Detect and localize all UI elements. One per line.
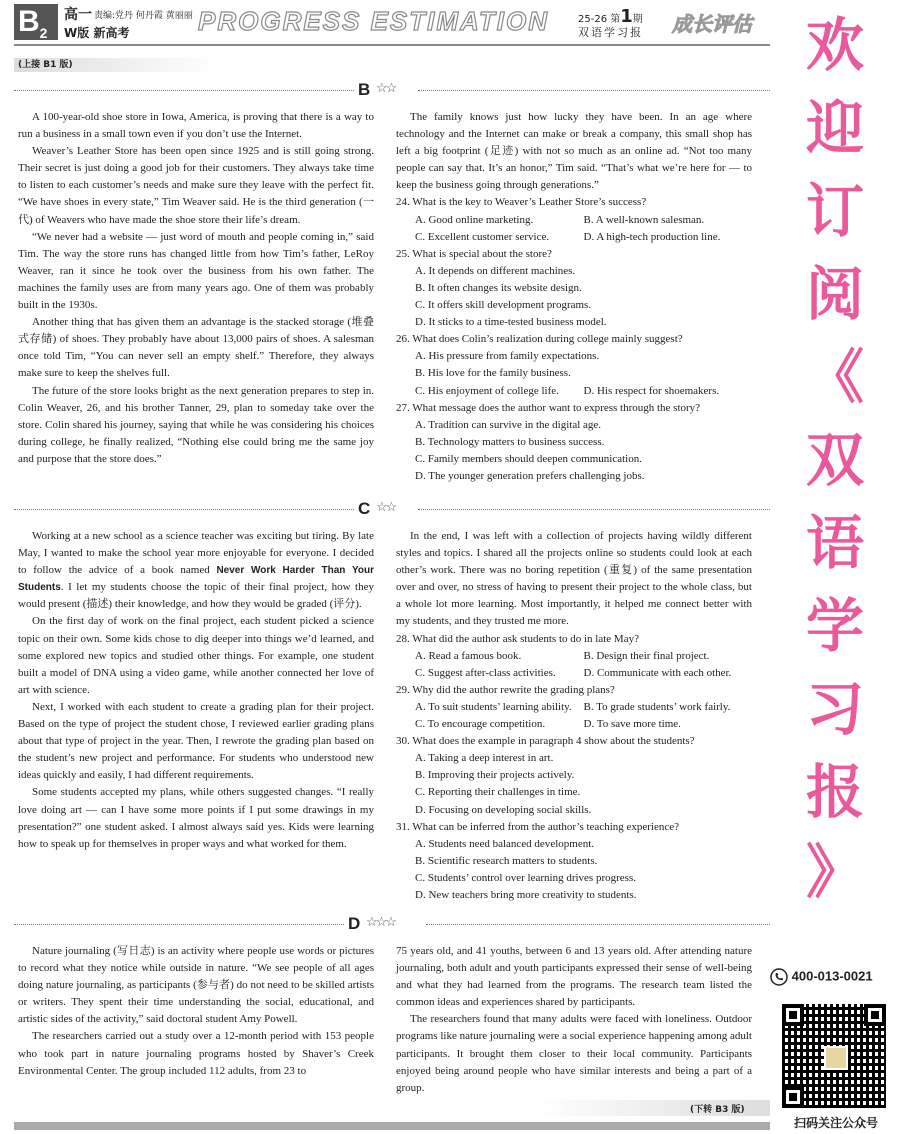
option-b[interactable]: B. Technology matters to business success. [415,435,605,448]
subscribe-banner [780,11,890,906]
option-d[interactable]: D. New teachers bring more creativity to students. [415,888,637,901]
editors-label: 责编:党丹 何丹霞 黄丽丽 [94,11,193,21]
continued-from: (上接 B1 版) [14,58,218,72]
paragraph: The family knows just how lucky they have been. In an age where technology and the Internet can make or break a company, this small shop has left a big footprint (足迹) with not so much as an online ad. “Not too many people can say that. It’s an honor,” Tim said. “That’s what we’re here for — to keep the business going through generations.” [396,111,752,192]
book-title: Never Work Harder Than Your Students [18,565,374,594]
column-title: 成长评估 [672,12,752,36]
option-c[interactable]: C. Suggest after-class activities. [415,666,556,679]
section-b-left-column [18,109,374,468]
option-row [396,212,752,229]
banner-char: 》 [805,838,864,906]
paragraph: Next, I worked with each student to create a grading plan for their project. Based on the type of project the student chose, I reviewed earlier grading plans about that type of project in the year. Then, I rewrote the grading plan based on the student’s new project and performance. For students who understood new ideas quickly and easily, I had different requirements. [18,700,374,782]
option-row [396,665,752,682]
option-c[interactable]: C. It offers skill development programs. [415,299,592,312]
paragraph: The researchers found that many adults were faced with loneliness. Outdoor programs like nature journaling were a social experience happening among adult participants. It brought them closer to their local community. Participants enjoyed being around people who have similar interests and being a part of a group. [396,1013,752,1094]
option-d[interactable]: D. The younger generation prefers challenging jobs. [415,469,645,482]
banner-char: 《 [805,343,864,411]
section-c-header [14,499,770,519]
option-b[interactable]: B. Scientific research matters to students. [415,854,598,867]
phone-contact[interactable] [770,968,894,986]
paragraph: A 100-year-old shoe store in Iowa, America, is proving that there is a way to run a business in a small town even if you don’t use the Internet. [18,111,374,141]
qr-finder [782,1086,804,1108]
option-row [396,648,752,665]
banner-char: 欢 [805,11,864,79]
banner-char: 学 [805,592,864,660]
question-24: 24. What is the key to Weaver’s Leather Store’s success? [396,196,647,209]
section-letter: B [358,80,371,99]
paragraph: “We never had a website — just word of mouth and people coming in,” said Tim. The way the store runs has changed little from how Tim’s father, LeRoy Weaver, ran it since he took over the business from his own father. The machines the family uses are from many years ago. One of them was probably built in the 1930s. [18,230,374,312]
footer-bar [14,1122,770,1130]
divider [14,90,354,91]
option-d[interactable]: D. His respect for shoemakers. [583,384,720,397]
banner-char: 报 [805,758,864,826]
divider [418,509,770,510]
option-a[interactable]: A. Good online marketing. [415,213,534,226]
phone-number: 400-013-0021 [791,968,873,984]
banner-char: 语 [805,509,864,577]
option-d[interactable]: D. Communicate with each other. [583,666,732,679]
option-a[interactable]: A. Students need balanced development. [415,837,595,850]
paragraph: Another thing that has given them an advantage is the stacked storage (堆叠式存储) of shoes. They probably have about 13,000 pairs of shoes. A salesman once told Tim, “You can never sell an empty shelf.” Therefore, they always make sure to keep the shelves full. [18,316,374,380]
option-a[interactable]: A. It depends on different machines. [415,264,576,277]
section-letter: D [348,914,361,933]
qr-caption: 扫码关注公众号 [793,1116,878,1130]
paragraph: The future of the store looks bright as the next generation prepares to step in. Colin Weaver, 26, and his brother Tanner, 29, plan to someday take over the store. Colin shared his journey, saying that while he was considering his choices during college, he finally realized, “Nothing else could bring me the same joy and purpose that the store does.” [18,384,374,465]
option-d[interactable]: D. Focusing on developing social skills. [415,803,592,816]
option-row [396,383,752,400]
option-b[interactable]: B. Design their final project. [583,649,710,662]
option-c[interactable]: C. Reporting their challenges in time. [415,786,581,799]
section-d-right-column [396,943,752,1097]
question-30: 30. What does the example in paragraph 4 show about the students? [396,735,695,748]
question-25: 25. What is special about the store? [396,247,552,260]
option-row [396,699,752,716]
paragraph-continued: 75 years old, and 41 youths, between 6 and 13 years old. After attending nature journaling, both adult and youth participants expressed their sense of well-being and what they had learned from the programs. The research team listed the common ideas and experiences shared by participants. [396,945,752,1009]
paragraph: Some students accepted my plans, while others suggested changes. “I really love doing art — can I have some more points if I put some drawings in my presentation?” one student asked. I almost always said yes. Kids were learning how to speak up for themselves in proper ways and what worked for them. [18,786,374,850]
qr-logo [824,1046,848,1070]
option-row [396,716,752,733]
paragraph: On the first day of work on the final project, each student picked a science topic on their own. Some kids chose to dig deeper into things we’d learned, and some explored new topics and studied other things. For example, one student built a model of DNA using a video game, while another connected her love of art with science. [18,615,374,696]
banner-title: PROGRESS ESTIMATION [198,6,549,36]
difficulty-stars-icon: ☆☆☆ [366,914,395,929]
difficulty-stars-icon: ☆☆ [376,499,396,514]
paragraph: Working at a new school as a science teacher was exciting but tiring. By late May, I wanted to make the school year more enjoyable for everyone. I decided to follow the advice of a book named Never Work Harder Than Your Students. I let my students choose the topic of their final project, how they would present (描述) their knowledge, and how they would be graded (评分). [18,530,374,611]
option-a[interactable]: A. Taking a deep interest in art. [415,752,554,765]
question-26: 26. What does Colin’s realization during college mainly suggest? [396,333,683,346]
option-c[interactable]: C. To encourage competition. [415,718,546,731]
section-b-right-column [396,109,752,485]
option-c[interactable]: C. Excellent customer service. [415,230,550,243]
option-d[interactable]: D. It sticks to a time-tested business model. [415,316,607,329]
edition-logo: $B_2$ [14,4,58,40]
option-c[interactable]: C. Students’ control over learning drives progress. [415,871,636,884]
divider [426,924,770,925]
section-d-header [14,914,770,934]
page-header [0,0,770,44]
banner-char: 双 [805,426,864,494]
option-c[interactable]: C. Family members should deepen communication. [415,452,642,465]
paper-name: 双语学习报 [578,26,643,39]
option-b[interactable]: B. His love for the family business. [415,367,571,380]
banner-char: 订 [805,177,864,245]
section-c-right-column [396,528,752,904]
paragraph: Nature journaling (写日志) is an activity where people use words or pictures to record what they notice while outside in nature. “We see people of all ages doing nature journaling, as participants (参与者) do not need to be skilled artists or writers. They spent their time understanding the social, educational, and artistic sides of the activity,” said doctoral student Amy Powell. [18,945,374,1026]
paragraph: In the end, I was left with a collection of projects having wildly different styles and topics. I shared all the projects online so students could look at each other’s work. There was no boring repetition (重复) of the same presentation over and over, no stress of having to present their project to the whole class, but a whole lot more learning. Most importantly, it helped me connect better with my students, and they trusted me more. [396,530,752,628]
qr-finder [864,1004,886,1026]
difficulty-stars-icon: ☆☆ [376,80,396,95]
banner-char: 阅 [805,260,864,328]
banner-char: 迎 [805,94,864,162]
option-b[interactable]: B. To grade students’ work fairly. [583,700,731,713]
continued-to: (下转 B3 版) [690,1105,745,1115]
question-31: 31. What can be inferred from the author’s teaching experience? [396,820,680,833]
option-a[interactable]: A. His pressure from family expectations. [415,350,600,363]
divider [14,509,354,510]
edition-label: W版 新高考 [64,26,130,40]
option-a[interactable]: A. Tradition can survive in the digital age. [415,418,602,431]
qr-code-icon[interactable] [782,1004,886,1108]
option-a[interactable]: A. Read a famous book. [415,649,522,662]
grade-label: 高一 [64,7,92,23]
banner-char: 习 [805,675,864,743]
question-29: 29. Why did the author rewrite the grading plans? [396,683,615,696]
section-letter: C [358,499,371,518]
section-b-header [14,80,770,100]
paragraph: Weaver’s Leather Store has been open since 1925 and is still going strong. Their secret is just doing a good job for their customers. They always take time to listen to each customer’s needs and make sure they leave with the perfect fit. “We have shoes in every state,” Tim Weaver said. He is the third generation (一代) of Weavers who have made the shoe store their life’s dream. [18,145,374,226]
section-c-left-column [18,528,374,853]
issue-number: 25-26 第1期 [578,6,643,27]
question-28: 28. What did the author ask students to do in late May? [396,632,639,645]
option-b[interactable]: B. A well-known salesman. [583,213,705,226]
option-a[interactable]: A. To suit students’ learning ability. [415,700,572,713]
question-27: 27. What message does the author want to express through the story? [396,401,701,414]
option-c[interactable]: C. His enjoyment of college life. [415,384,559,397]
header-divider [14,44,770,46]
phone-icon [770,968,788,986]
option-b[interactable]: B. It often changes its website design. [415,281,582,294]
option-d[interactable]: D. A high-tech production line. [583,230,721,243]
qr-finder [782,1004,804,1026]
option-b[interactable]: B. Improving their projects actively. [415,769,575,782]
option-d[interactable]: D. To save more time. [583,718,681,731]
option-row [396,229,752,246]
paragraph: The researchers carried out a study over a 12-month period with 153 people who took part in nature journaling programs hosted by Shaver’s Creek Environmental Center. The group included 112 adults, from 23 to [18,1030,374,1077]
divider [14,924,344,925]
divider [418,90,770,91]
section-d-left-column [18,943,374,1080]
